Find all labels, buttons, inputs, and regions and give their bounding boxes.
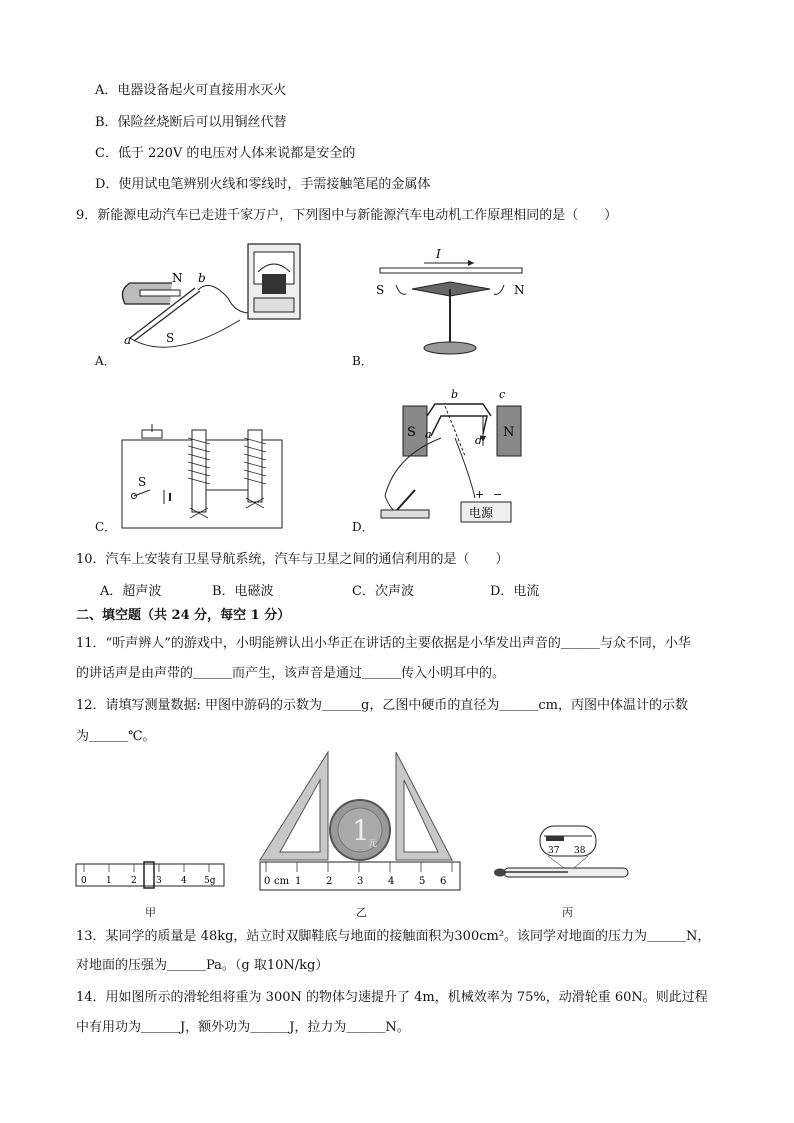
jia-tick-2: 2: [131, 876, 137, 886]
fig-12-bing-thermometer: [490, 822, 632, 884]
q8-option-b: B．保险丝烧断后可以用铜丝代替: [95, 115, 287, 130]
thermo-38: 38: [574, 846, 586, 856]
q10-option-b: B．电磁波: [212, 584, 274, 599]
fig-9d-a: a: [425, 428, 432, 441]
caption-yi: 乙: [356, 906, 367, 919]
section-2-heading: 二、填空题（共 24 分，每空 1 分）: [76, 608, 291, 623]
fig-12-yi-coin-ruler: [256, 750, 464, 892]
fig-9d-label: D．: [352, 520, 374, 534]
jia-tick-4: 4: [181, 876, 187, 886]
fig-9d-minus: −: [493, 488, 503, 501]
fig-9b-s: S: [376, 283, 385, 297]
q12-line1: 12．请填写测量数据: 甲图中游码的示数为＿＿＿g，乙图中硬币的直径为＿＿＿cm，丙图中体温计的示数: [76, 698, 688, 713]
jia-tick-3: 3: [156, 876, 162, 886]
q8-option-c: C．低于 220V 的电压对人体来说都是安全的: [95, 146, 356, 161]
fig-9d-motor: [375, 386, 545, 531]
coin-value: 1: [352, 814, 370, 847]
caption-bing: 丙: [562, 906, 573, 919]
q10-option-d: D．电流: [490, 584, 540, 599]
fig-9b-n: N: [514, 283, 525, 297]
fig-9b-i: I: [436, 247, 441, 261]
yi-tick-0: 0: [264, 876, 271, 887]
caption-jia: 甲: [145, 906, 156, 919]
fig-9a-b: b: [198, 271, 206, 285]
q13-line2: 对地面的压强为＿＿＿Pa。（g 取10N/kg）: [76, 958, 329, 973]
fig-9c-s: S: [138, 475, 147, 489]
jia-tick-5: 5g: [204, 876, 216, 886]
yi-tick-5: 5: [419, 876, 426, 887]
fig-9d-n: N: [503, 425, 515, 440]
q13-line1: 13．某同学的质量是 48kg，站立时双脚鞋底与地面的接触面积为300cm²。该同学对地面的压力为＿＿＿N，: [76, 929, 711, 944]
fig-9a-n: N: [172, 271, 183, 285]
q10-option-c: C．次声波: [352, 584, 414, 599]
jia-tick-0: 0: [81, 876, 87, 886]
fig-9a-label: A．: [95, 354, 116, 368]
q8-option-d: D．使用试电笔辨别火线和零线时，手需接触笔尾的金属体: [95, 177, 431, 192]
fig-9d-plus: +: [475, 488, 485, 501]
q9-stem: 9．新能源电动汽车已走进千家万户，下列图中与新能源汽车电动机工作原理相同的是（ ）: [76, 208, 618, 223]
yi-tick-3: 3: [357, 876, 364, 887]
fig-9a-generator: [110, 238, 310, 353]
fig-9c-electromagnets: [118, 420, 288, 530]
jia-tick-1: 1: [106, 876, 112, 886]
q10-option-a: A．超声波: [100, 584, 162, 599]
q14-line1: 14．用如图所示的滑轮组将重为 300N 的物体匀速提升了 4m，机械效率为 75%，动滑轮重 60N。则此过程: [76, 990, 708, 1005]
q11-line1: 11．“听声辨人”的游戏中，小明能辨认出小华正在讲话的主要依据是小华发出声音的＿＿＿与众不同，小华: [76, 636, 691, 651]
fig-9a-a: a: [124, 333, 132, 347]
fig-12-jia-ruler: [74, 860, 226, 890]
fig-9d-s: S: [407, 425, 416, 440]
fig-9d-c: c: [499, 388, 506, 401]
q11-line2: 的讲话声是由声带的＿＿＿而产生，该声音是通过＿＿＿传入小明耳中的。: [76, 666, 506, 681]
fig-9c-label: C．: [95, 520, 117, 534]
thermo-37: 37: [548, 846, 560, 856]
yi-tick-4: 4: [388, 876, 395, 887]
fig-9b-oersted: [370, 242, 530, 362]
q10-stem: 10．汽车上安装有卫星导航系统，汽车与卫星之间的通信利用的是（ ）: [76, 552, 509, 567]
fig-9b-label: B．: [352, 354, 373, 368]
yi-tick-cm: cm: [274, 876, 290, 887]
fig-9d-d: d: [475, 434, 483, 447]
q8-option-a: A．电器设备起火可直接用水灭火: [95, 83, 287, 98]
q12-line2: 为＿＿＿℃。: [76, 729, 156, 744]
fig-9d-source: 电源: [469, 506, 494, 520]
coin-unit: 元: [368, 839, 378, 849]
yi-tick-1: 1: [295, 876, 302, 887]
fig-9a-s: S: [166, 331, 175, 345]
yi-tick-6: 6: [440, 876, 447, 887]
yi-tick-2: 2: [326, 876, 333, 887]
q14-line2: 中有用功为＿＿＿J，额外功为＿＿＿J，拉力为＿＿＿N。: [76, 1020, 410, 1035]
fig-9d-b: b: [451, 388, 459, 401]
